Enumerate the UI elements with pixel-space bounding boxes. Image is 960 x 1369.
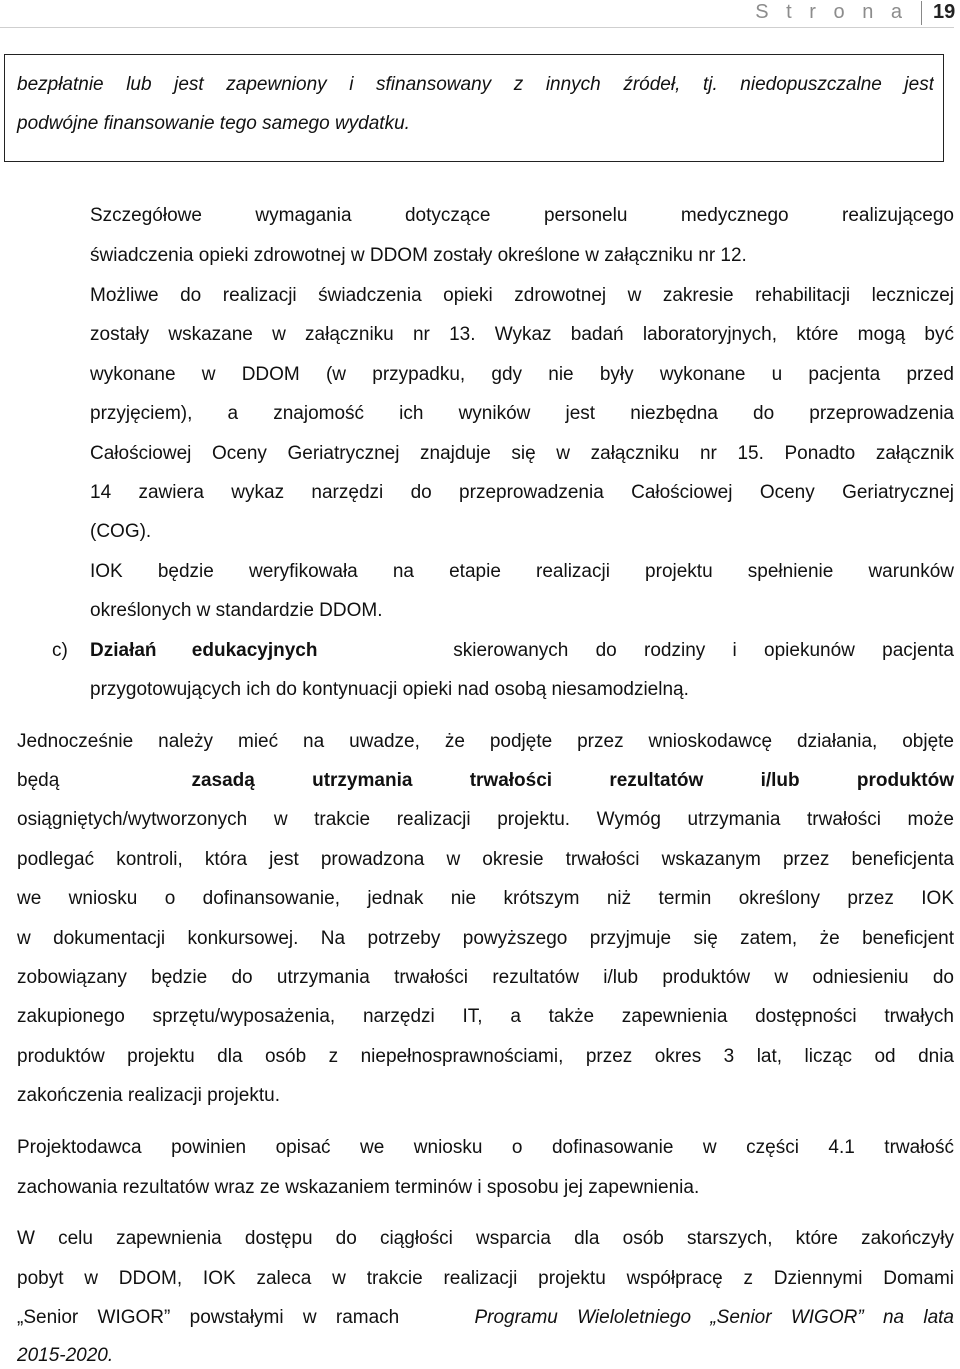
paragraph-line: produktów projektu dla osób z niepełnosprawnościami, przez okres 3 lat, licząc od dnia: [17, 1046, 954, 1067]
paragraph-line: w dokumentacji konkursowej. Na potrzeby powyższego przyjmuje się zatem, że beneficjent: [17, 928, 954, 949]
header-divider: [921, 1, 922, 25]
bold-phrase: Działań edukacyjnych: [90, 640, 318, 661]
list-item-line: [90, 640, 954, 664]
paragraph-line: Projektodawca powinien opisać we wniosku o dofinasowanie w części 4.1 trwałość: [17, 1137, 954, 1158]
bordered-box: [4, 54, 944, 162]
paragraph-text: „Senior WIGOR” powstałymi w ramach: [17, 1307, 400, 1328]
paragraph-text: będą: [17, 770, 60, 791]
paragraph-line: pobyt w DDOM, IOK zaleca w trakcie realizacji projektu współpracę z Dziennymi Domami: [17, 1268, 954, 1289]
list-item-line: przygotowujących ich do kontynuacji opieki nad osobą niesamodzielną.: [90, 679, 689, 700]
paragraph-line: zakupionego sprzętu/wyposażenia, narzędzi IT, a także zapewnienia dostępności trwałych: [17, 1006, 954, 1027]
header-rule: [0, 27, 954, 28]
paragraph-line: zakończenia realizacji projektu.: [17, 1085, 280, 1106]
paragraph-line: Jednocześnie należy mieć na uwadze, że podjęte przez wnioskodawcę działania, objęte: [17, 731, 954, 752]
paragraph-line: zostały wskazane w załączniku nr 13. Wykaz badań laboratoryjnych, które mogą być: [90, 324, 954, 345]
page-number: 19: [933, 1, 956, 23]
list-marker: c): [52, 640, 68, 661]
italic-phrase: Programu Wieloletniego „Senior WIGOR” na lata: [474, 1307, 954, 1328]
paragraph-line: zobowiązany będzie do utrzymania trwałości rezultatów i/lub produktów w odniesieniu do: [17, 967, 954, 988]
paragraph-line: świadczenia opieki zdrowotnej w DDOM zostały określone w załączniku nr 12.: [90, 245, 747, 266]
paragraph-line: Możliwe do realizacji świadczenia opieki zdrowotnej w zakresie rehabilitacji leczniczej: [90, 285, 954, 306]
paragraph-line: [17, 1307, 954, 1331]
list-item-text: skierowanych do rodziny i opiekunów pacjenta: [453, 640, 954, 661]
paragraph-line: 2015-2020.: [17, 1345, 114, 1366]
page-header: [0, 0, 960, 28]
bold-phrase: zasadą utrzymania trwałości rezultatów i/lub produktów: [191, 770, 954, 791]
paragraph-line: 14 zawiera wykaz narzędzi do przeprowadzenia Całościowej Oceny Geriatrycznej: [90, 482, 954, 503]
paragraph-line: [17, 770, 954, 794]
box-line-1: bezpłatnie lub jest zapewniony i sfinansowany z innych źródeł, tj. niedopuszczalne jest: [17, 74, 934, 95]
paragraph-line: Szczegółowe wymagania dotyczące personelu medycznego realizującego: [90, 205, 954, 226]
box-line-2: podwójne finansowanie tego samego wydatku.: [17, 113, 410, 134]
page-label: S t r o n a: [755, 1, 908, 23]
paragraph-line: wykonane w DDOM (w przypadku, gdy nie były wykonane u pacjenta przed: [90, 364, 954, 385]
paragraph-line: IOK będzie weryfikowała na etapie realizacji projektu spełnienie warunków: [90, 561, 954, 582]
paragraph-line: zachowania rezultatów wraz ze wskazaniem terminów i sposobu jej zapewnienia.: [17, 1177, 700, 1198]
paragraph-line: we wniosku o dofinansowanie, jednak nie krótszym niż termin określony przez IOK: [17, 888, 954, 909]
paragraph-line: Całościowej Oceny Geriatrycznej znajduje się w załączniku nr 15. Ponadto załącznik: [90, 443, 954, 464]
paragraph-line: osiągniętych/wytworzonych w trakcie realizacji projektu. Wymóg utrzymania trwałości może: [17, 809, 954, 830]
paragraph-line: przyjęciem), a znajomość ich wyników jest niezbędna do przeprowadzenia: [90, 403, 954, 424]
paragraph-line: (COG).: [90, 521, 152, 542]
paragraph-line: podlegać kontroli, która jest prowadzona w okresie trwałości wskazanym przez beneficjenta: [17, 849, 954, 870]
paragraph-line: W celu zapewnienia dostępu do ciągłości wsparcia dla osób starszych, które zakończyły: [17, 1228, 954, 1249]
paragraph-line: określonych w standardzie DDOM.: [90, 600, 383, 621]
